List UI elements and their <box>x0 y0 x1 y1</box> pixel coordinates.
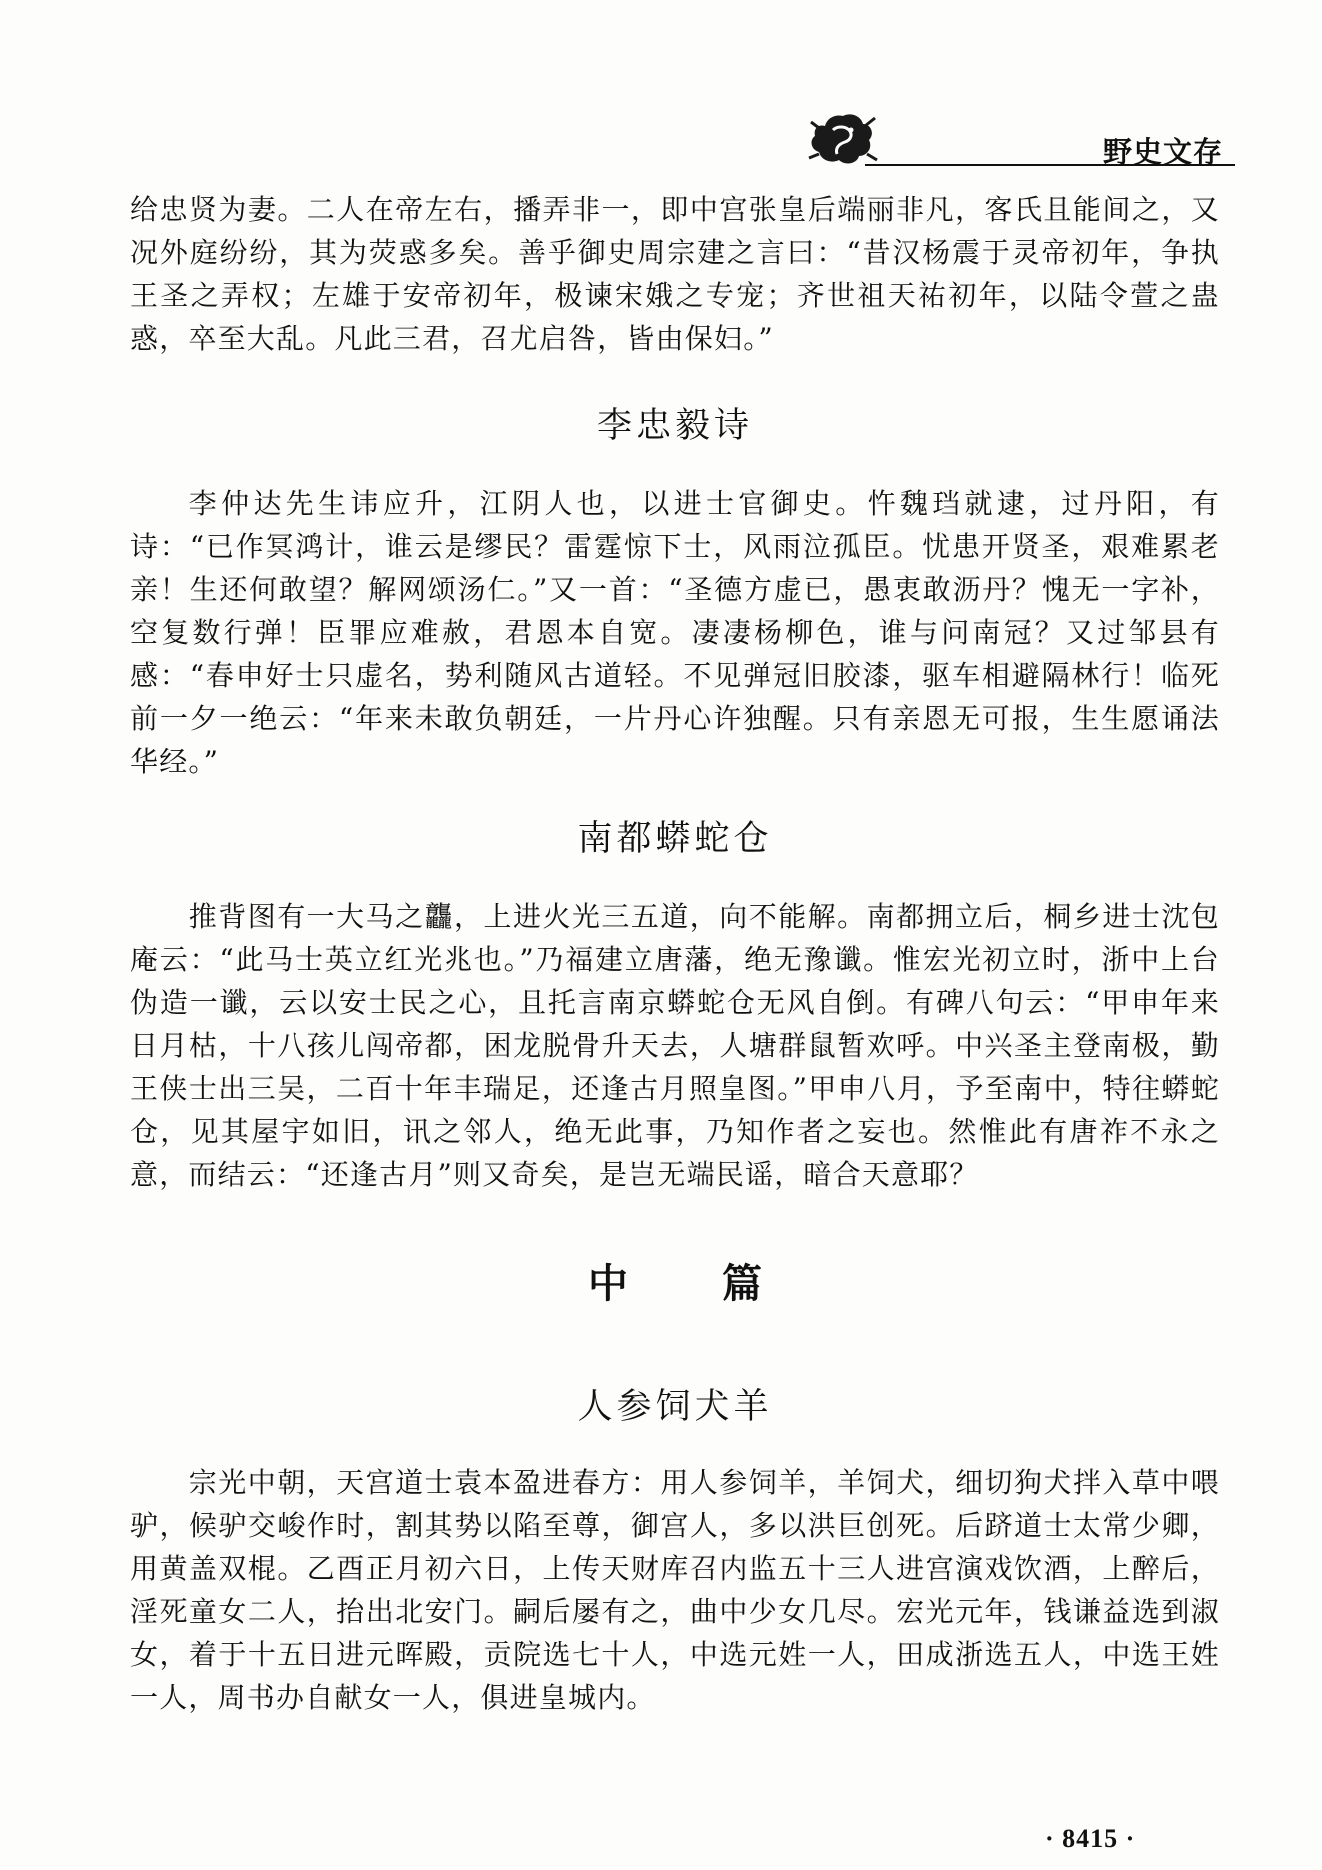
paragraph-nandu: 推背图有一大马之龘，上进火光三五道，向不能解。南都拥立后，桐乡进士沈包庵云：“此马士英立红光兆也。”乃福建立唐藩，绝无豫谶。惟宏光初立时，浙中上台伪造一谶，云以安士民之心，且托言南京蟒蛇仓无风自倒。有碑八句云：“甲申年来日月枯，十八孩儿闯帝都，困龙脱骨升天去，人塘群鼠暂欢呼。中兴圣主登南极，勤王侠士出三吴，二百十年丰瑞足，还逢古月照皇图。”甲申八月，予至南中，特往蟒蛇仓，见其屋宇如旧，讯之邻人，绝无此事，乃知作者之妄也。然惟此有唐祚不永之意，而结云：“还逢古月”则又奇矣，是岂无端民谣，暗合天意耶？ <box>130 900 1220 1191</box>
paragraph-continued: 给忠贤为妻。二人在帝左右，播弄非一，即中宫张皇后端丽非凡，客氏且能间之，又况外庭纷纷，其为荧惑多矣。善乎御史周宗建之言曰：“昔汉杨震于灵帝初年，争执王圣之弄权；左雄于安帝初年，极谏宋娥之专宠；齐世祖天祐初年，以陆令萱之蛊惑，卒至大乱。凡此三君，召尤启咎，皆由保妇。” <box>130 193 1220 355</box>
page-number: · 8415 · <box>1045 1824 1136 1853</box>
main-text <box>130 188 1220 1719</box>
paragraph-li-zhongyi: 李仲达先生讳应升，江阴人也，以进士官御史。忤魏珰就逮，过丹阳，有诗：“已作冥鸿计，谁云是缪民？雷霆惊下士，风雨泣孤臣。忧患开贤圣，艰难累老亲！生还何敢望？解网颂汤仁。”又一首：“圣德方虚已，愚衷敢沥丹？愧无一字补，空复数行弹！臣罪应难赦，君恩本自宽。凄凄杨柳色，谁与问南冠？又过邹县有感：“春申好士只虚名，势利随风古道轻。不见弹冠旧胶漆，驱车相避隔林行！临死前一夕一绝云：“年来未敢负朝廷，一片丹心许独醒。只有亲恩无可报，生生愿诵法华经。” <box>130 487 1220 778</box>
header-rule <box>865 164 1235 166</box>
section-title-nandu-python-granary: 南都蟒蛇仓 <box>577 819 773 859</box>
paragraph-ginseng: 宗光中朝，天宫道士袁本盈进春方：用人参饲羊，羊饲犬，细切狗犬拌入草中喂驴，候驴交峻作时，割其势以陷至尊，御宫人，多以洪巨创死。后跻道士太常少卿，用黄盖双棍。乙酉正月初六日，上传天财库召内监五十三人进宫演戏饮酒，上醉后，淫死童女二人，抬出北安门。嗣后屡有之，曲中少女几尽。宏光元年，钱谦益选到淑女，着于十五日进元晖殿，贡院选七十人，中选元姓一人，田成浙选五人，中选王姓一人，周书办自献女一人，俱进皇城内。 <box>130 1466 1220 1714</box>
series-title: 野史文存 <box>1102 135 1223 169</box>
page-header <box>805 108 1245 168</box>
dragon-emblem-icon <box>805 108 881 168</box>
section-title-ginseng-dog-sheep: 人参饲犬羊 <box>577 1387 773 1427</box>
section-title-li-zhongyi-poems: 李忠毅诗 <box>596 406 753 446</box>
part-title-middle-volume: 中 篇 <box>588 1261 762 1307</box>
